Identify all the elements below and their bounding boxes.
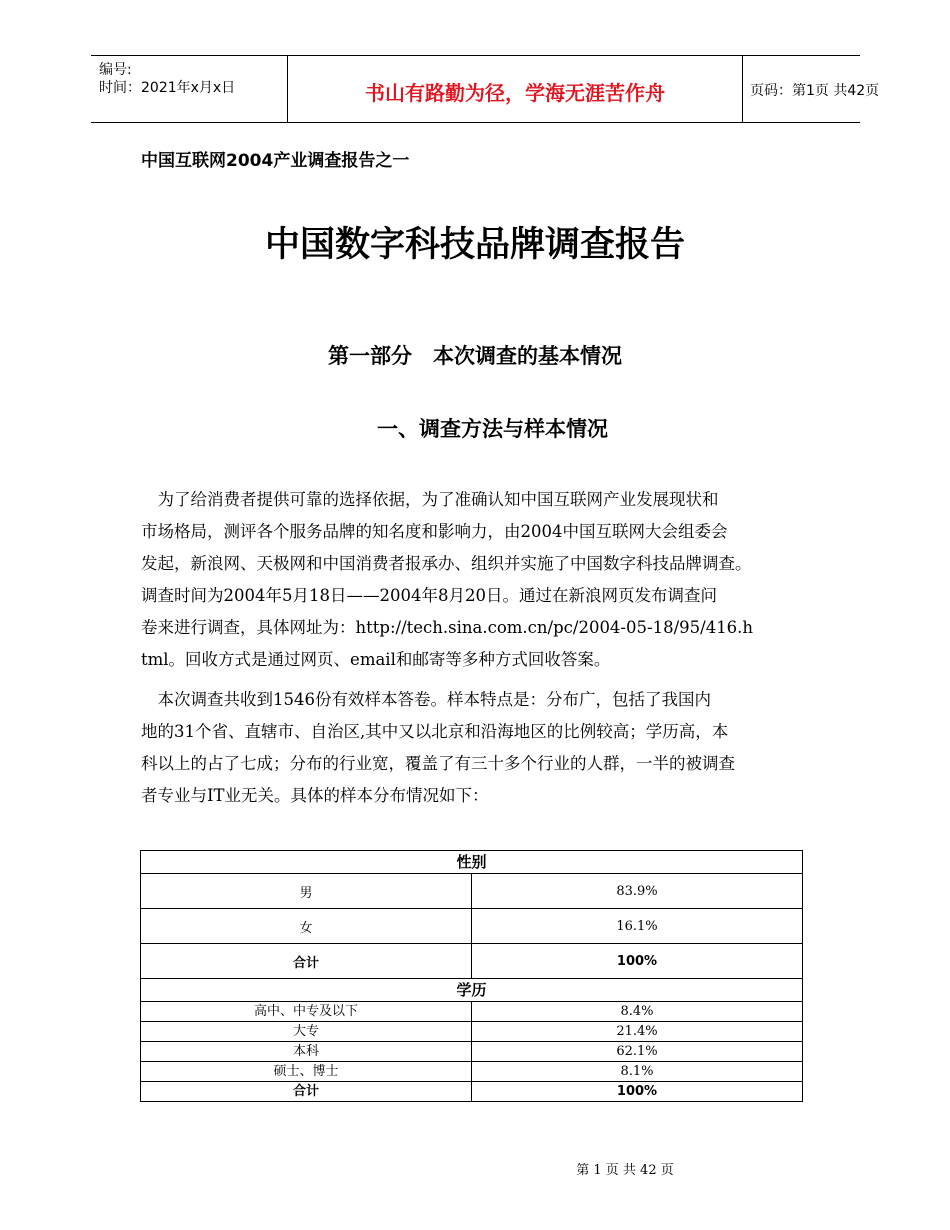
row-label: 女 <box>141 909 472 944</box>
education-header: 学历 <box>141 979 803 1002</box>
page-info: 页码：第1页 共42页 <box>750 83 880 99</box>
paragraph-line: tml。回收方式是通过网页、email和邮寄等多种方式回收答案。 <box>141 650 611 669</box>
row-label: 硕士、博士 <box>141 1062 472 1082</box>
row-value: 21.4% <box>472 1022 803 1042</box>
sample-distribution-table <box>140 850 803 1102</box>
section-title: 一、调查方法与样本情况 <box>377 417 608 441</box>
table-total-row <box>141 1082 803 1102</box>
total-label: 合计 <box>141 944 472 979</box>
report-title: 中国数字科技品牌调查报告 <box>264 225 685 265</box>
row-value: 62.1% <box>472 1042 803 1062</box>
paragraph-line: 卷来进行调查，具体网址为：http://tech.sina.com.cn/pc/2004-05-18/95/416.h <box>141 618 754 637</box>
part-title: 第一部分 本次调查的基本情况 <box>328 344 622 368</box>
table-total-row <box>141 944 803 979</box>
total-label: 合计 <box>141 1082 472 1102</box>
row-value: 83.9% <box>472 874 803 909</box>
header-meta <box>91 56 287 122</box>
series-title: 中国互联网2004产业调查报告之一 <box>141 151 410 171</box>
page-header <box>91 55 880 123</box>
time-label: 时间：2021年x月x日 <box>99 80 236 96</box>
table-row <box>141 1062 803 1082</box>
table-row <box>141 909 803 944</box>
table-row <box>141 1022 803 1042</box>
motto: 书山有路勤为径，学海无涯苦作舟 <box>365 81 665 105</box>
paragraph-sample <box>141 684 841 812</box>
row-value: 8.4% <box>472 1002 803 1022</box>
table-row <box>141 874 803 909</box>
paragraph-line: 为了给消费者提供可靠的选择依据，为了准确认知中国互联网产业发展现状和 <box>141 490 719 509</box>
table-row <box>141 1042 803 1062</box>
paragraph-line: 科以上的占了七成；分布的行业宽，覆盖了有三十多个行业的人群，一半的被调查 <box>141 754 735 773</box>
header-page-cell <box>742 56 880 122</box>
paragraph-line: 发起，新浪网、天极网和中国消费者报承办、组织并实施了中国数字科技品牌调查。 <box>141 554 752 573</box>
gender-header: 性别 <box>141 851 803 874</box>
paragraph-survey-method <box>141 484 841 676</box>
row-value: 16.1% <box>472 909 803 944</box>
row-label: 大专 <box>141 1022 472 1042</box>
total-value: 100% <box>472 1082 803 1102</box>
table-section-header <box>141 979 803 1002</box>
page-footer: 第 1 页 共 42 页 <box>576 1163 674 1178</box>
paragraph-line: 地的31个省、直辖市、自治区,其中又以北京和沿海地区的比例较高；学历高，本 <box>141 722 729 741</box>
total-value: 100% <box>472 944 803 979</box>
paragraph-line: 本次调查共收到1546份有效样本答卷。样本特点是：分布广，包括了我国内 <box>141 690 711 709</box>
row-label: 本科 <box>141 1042 472 1062</box>
code-label: 编号: <box>99 62 132 78</box>
table-section-header <box>141 851 803 874</box>
paragraph-line: 市场格局，测评各个服务品牌的知名度和影响力，由2004中国互联网大会组委会 <box>141 522 728 541</box>
paragraph-line: 调查时间为2004年5月18日——2004年8月20日。通过在新浪网页发布调查问 <box>141 586 717 605</box>
header-motto-cell <box>287 56 743 122</box>
row-value: 8.1% <box>472 1062 803 1082</box>
paragraph-line: 者专业与IT业无关。具体的样本分布情况如下： <box>141 786 489 805</box>
table-row <box>141 1002 803 1022</box>
row-label: 高中、中专及以下 <box>141 1002 472 1022</box>
row-label: 男 <box>141 874 472 909</box>
